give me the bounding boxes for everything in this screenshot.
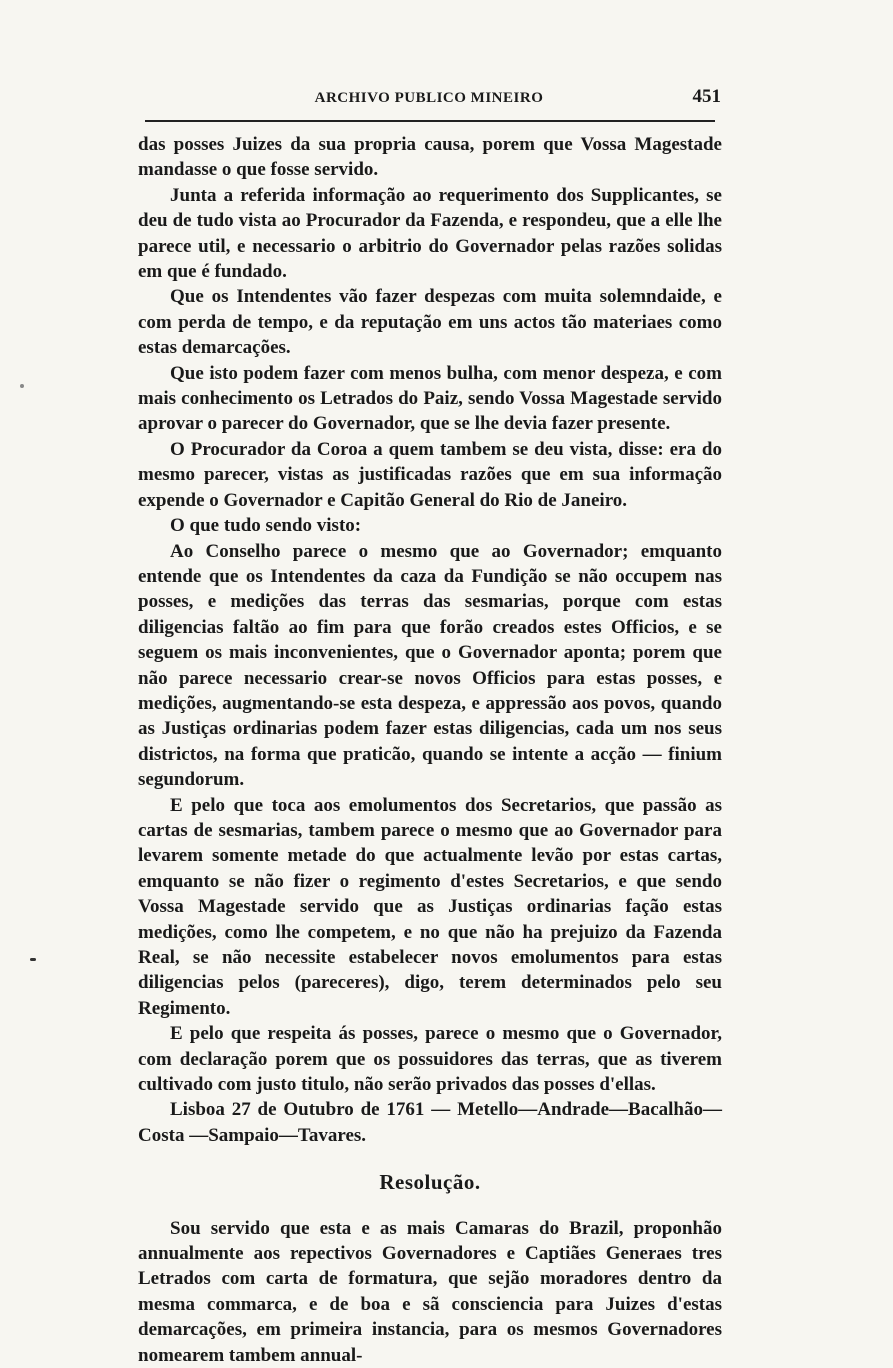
paragraph: Lisboa 27 de Outubro de 1761 — Metello—Andrade—Bacalhão— Costa —Sampaio—Tavares. <box>138 1099 722 1146</box>
paragraph: Que isto podem fazer com menos bulha, com menor despeza, e com mais conhecimento os Letrados do Paiz, sendo Vossa Magestade servido aprovar o parecer do Governador, que se lhe devia fazer presente. <box>138 362 722 435</box>
section-heading: Resolução. <box>379 1170 481 1195</box>
resolution-paragraph: Sou servido que esta e as mais Camaras do Brazil, proponhão annualmente aos repectivos Governadores e Captiães Generaes tres Letrados com carta de formatura, que sejão moradores dentro da mesma commarca, e de boa e sã consciencia para Juizes d'estas demarcações, em primeira instancia, para os mesmos Governadores nomearem tambem annual- <box>138 1217 722 1366</box>
paragraph: O Procurador da Coroa a quem tambem se deu vista, disse: era do mesmo parecer, vistas as justificadas razões que em sua informação expende o Governador e Capitão General do Rio de Janeiro. <box>138 438 722 511</box>
paragraph: O que tudo sendo visto: <box>170 515 362 537</box>
running-title: ARCHIVO PUBLICO MINEIRO <box>314 90 544 106</box>
header-rule <box>145 120 715 122</box>
paragraph: E pelo que respeita ás posses, parece o mesmo que o Governador, com declaração porem que os possuidores das terras, que as tiverem cultivado com justo titulo, não serão privados das posses d'ellas. <box>138 1023 722 1096</box>
paragraph: Junta a referida informação ao requerimento dos Supplicantes, se deu de tudo vista ao Procurador da Fazenda, e respondeu, que a elle lhe parece util, e necessario o arbitrio do Governador pelas razões solidas em que é fundado. <box>138 184 722 283</box>
scan-speck <box>20 384 24 388</box>
paragraph: E pelo que toca aos emolumentos dos Secretarios, que passão as cartas de sesmarias, tambem parece o mesmo que ao Governador para levarem somente metade do que actualmente levão por estas cartas, emquanto se não fizer o regimento d'estes Secretarios, e que sendo Vossa Magestade servido que as Justiças ordinarias fação estas medições, como lhe competem, e no que não ha prejuizo da Fazenda Real, se não necessite estabelecer novos emolumentos para estas diligencias pelos (pareceres), digo, terem determinados pelo seu Regimento. <box>138 794 722 1019</box>
body-text <box>138 132 722 1368</box>
page-header <box>145 86 721 120</box>
page-number: 451 <box>692 86 721 107</box>
paragraph: Ao Conselho parece o mesmo que ao Governador; emquanto entende que os Intendentes da caza da Fundição se não occupem nas posses, e medições das terras das sesmarias, porque com estas diligencias faltão ao fim para que forão creados estes Officios, e se seguem os mais inconvenientes, que o Governador aponta; porem que não parece necessario crear-se novos Officios para estas posses, e medições, augmentando-se esta despeza, e appressão aos povos, quando as Justiças ordinarias podem fazer estas diligencias, cada um nos seus districtos, na forma que praticão, quando se intente a acção — finium segundorum. <box>138 540 722 791</box>
scan-speck <box>30 958 36 961</box>
paragraph: Que os Intendentes vão fazer despezas com muita solemndaide, e com perda de tempo, e da reputação em uns actos tão materiaes como estas demarcações. <box>138 286 722 359</box>
paragraph: das posses Juizes da sua propria causa, porem que Vossa Magestade mandasse o que fosse servido. <box>138 134 722 181</box>
